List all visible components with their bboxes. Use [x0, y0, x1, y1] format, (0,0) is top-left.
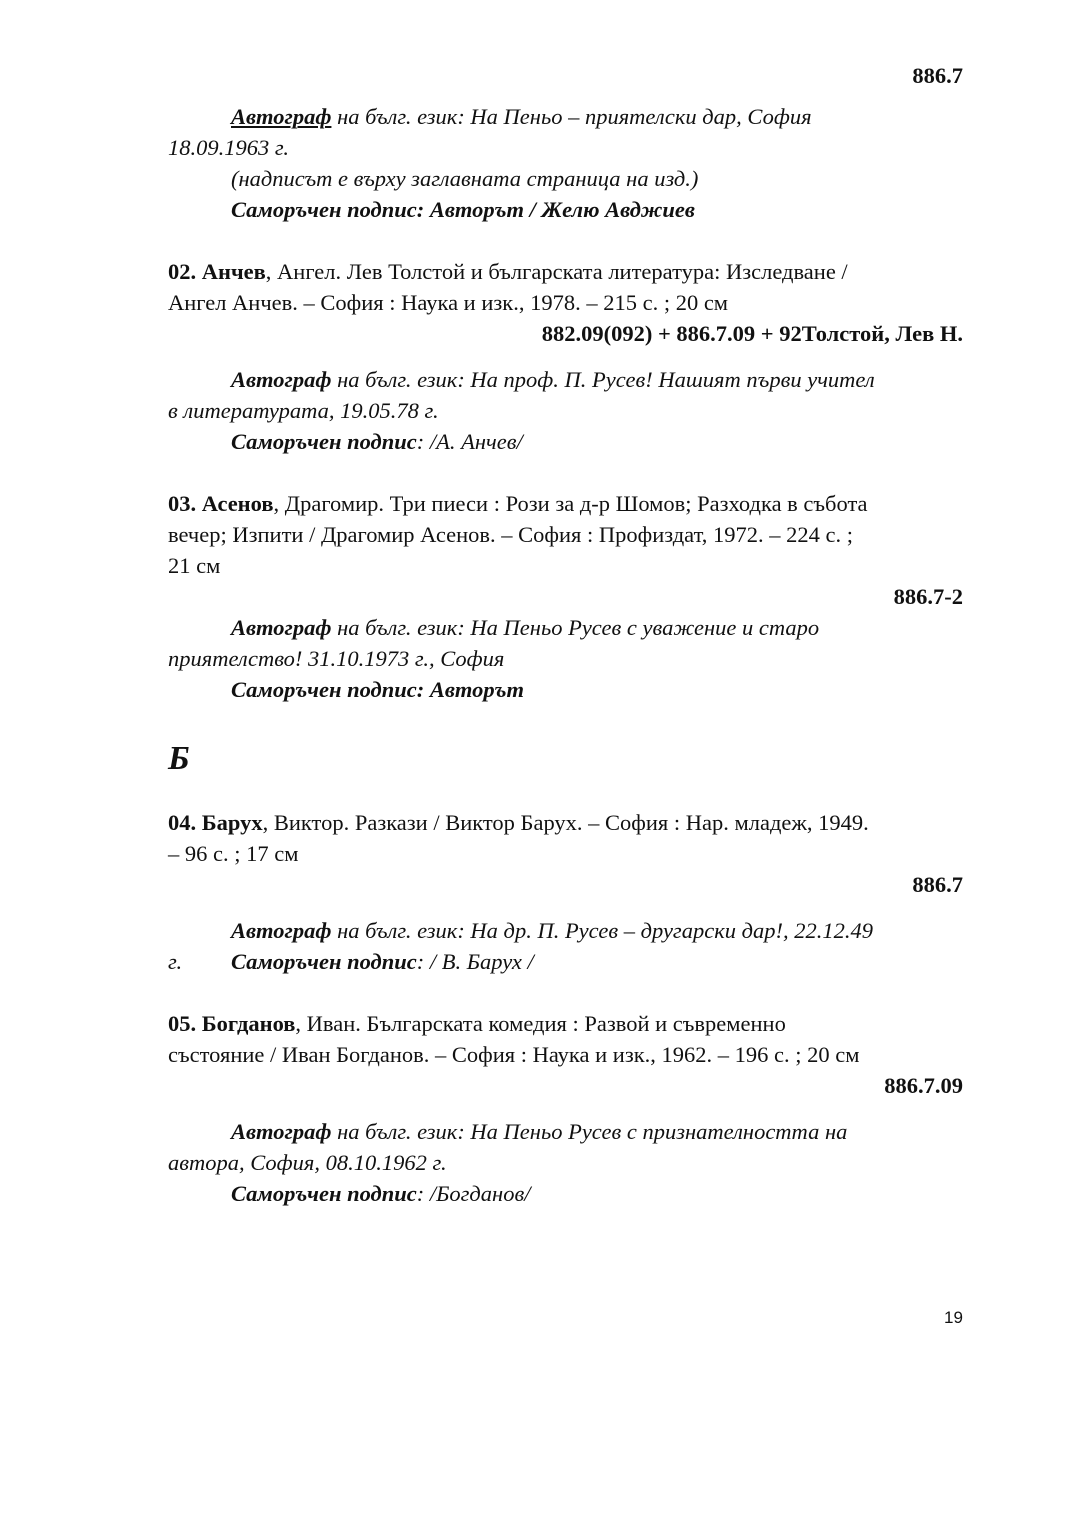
autograph-line-cont: в литературата, 19.05.78 г.: [168, 398, 439, 423]
autograph-word: Автограф: [231, 1119, 332, 1144]
entry-author: Барух: [201, 810, 263, 835]
signature-value: : /А. Анчев/: [416, 429, 523, 454]
entry-desc: , Иван. Българската комедия : Развой и съвременно: [295, 1011, 786, 1036]
entry-description-cont: – 96 с. ; 17 см: [168, 841, 299, 866]
autograph-line: [168, 101, 963, 132]
autograph-word: Автограф: [231, 104, 332, 129]
signature: [168, 1178, 963, 1209]
autograph-word: Автограф: [231, 367, 332, 392]
udc-code: 886.7-2: [893, 584, 963, 609]
signature-value: : / В. Барух /: [416, 949, 534, 974]
entry-number: 04.: [168, 810, 197, 835]
signature-value: : /Богданов/: [416, 1181, 531, 1206]
autograph-text: на бълг. език: На Пеньо Русев с уважение и старо: [331, 615, 820, 640]
entry-author: Асенов: [201, 491, 274, 516]
entry-number: 03.: [168, 491, 197, 516]
signature: [168, 426, 963, 457]
autograph-word: Автограф: [231, 615, 332, 640]
udc-code: 882.09(092) + 886.7.09 + 92Толстой, Лев Н.: [541, 321, 963, 346]
autograph-text: на бълг. език: На Пеньо – приятелски дар, София: [331, 104, 812, 129]
autograph-line-cont: автора, София, 08.10.1962 г.: [168, 1150, 447, 1175]
page-content: [168, 60, 963, 1209]
autograph-word: Автограф: [231, 918, 332, 943]
signature: Саморъчен подпис: Авторът: [231, 677, 524, 702]
signature: Саморъчен подпис: Авторът / Желю Авджиев: [231, 197, 695, 222]
entry-description: [168, 807, 963, 838]
signature-label: Саморъчен подпис: [231, 1181, 417, 1206]
entry-description: [168, 1008, 963, 1039]
autograph-text: на бълг. език: На проф. П. Русев! Нашият първи учител: [331, 367, 875, 392]
entry-number: 05.: [168, 1011, 197, 1036]
autograph-line: [168, 612, 963, 643]
entry-description-cont: вечер; Изпити / Драгомир Асенов. – София : Профиздат, 1972. – 224 с. ;: [168, 522, 853, 547]
entry-author: Анчев: [201, 259, 266, 284]
signature-label: Саморъчен подпис: [231, 429, 417, 454]
entry-author: Богданов: [201, 1011, 296, 1036]
udc-code: 886.7.09: [884, 1073, 963, 1098]
autograph-note: (надписът е върху заглавната страница на изд.): [231, 166, 699, 191]
autograph-line: [168, 1116, 963, 1147]
autograph-line-cont: 18.09.1963 г.: [168, 135, 289, 160]
entry-desc: , Драгомир. Три пиеси : Рози за д-р Шомов; Разходка в събота: [273, 491, 868, 516]
autograph-line: [168, 364, 963, 395]
entry-number: 02.: [168, 259, 197, 284]
autograph-text: на бълг. език: На др. П. Русев – другарски дар!, 22.12.49: [331, 918, 873, 943]
autograph-line: [168, 915, 963, 946]
entry-description: [168, 256, 963, 287]
page-number: 19: [944, 1308, 963, 1327]
entry-desc: , Виктор. Разкази / Виктор Барух. – София : Нар. младеж, 1949.: [262, 810, 869, 835]
entry-desc: , Ангел. Лев Толстой и българската литература: Изследване /: [265, 259, 848, 284]
udc-code: 886.7: [912, 63, 963, 88]
entry-description-cont: Ангел Анчев. – София : Наука и изк., 1978. – 215 с. ; 20 см: [168, 290, 729, 315]
entry-description: [168, 488, 963, 519]
signature-label: Саморъчен подпис: [231, 949, 417, 974]
udc-code: 886.7: [912, 872, 963, 897]
entry-description-cont: 21 см: [168, 553, 221, 578]
autograph-line-cont: [168, 946, 963, 977]
entry-description-cont: състояние / Иван Богданов. – София : Наука и изк., 1962. – 196 с. ; 20 см: [168, 1042, 860, 1067]
autograph-text: на бълг. език: На Пеньо Русев с признателността на: [331, 1119, 848, 1144]
autograph-text-end: г.: [168, 949, 183, 974]
autograph-line-cont: приятелство! 31.10.1973 г., София: [168, 646, 505, 671]
section-letter: Б: [168, 740, 190, 777]
